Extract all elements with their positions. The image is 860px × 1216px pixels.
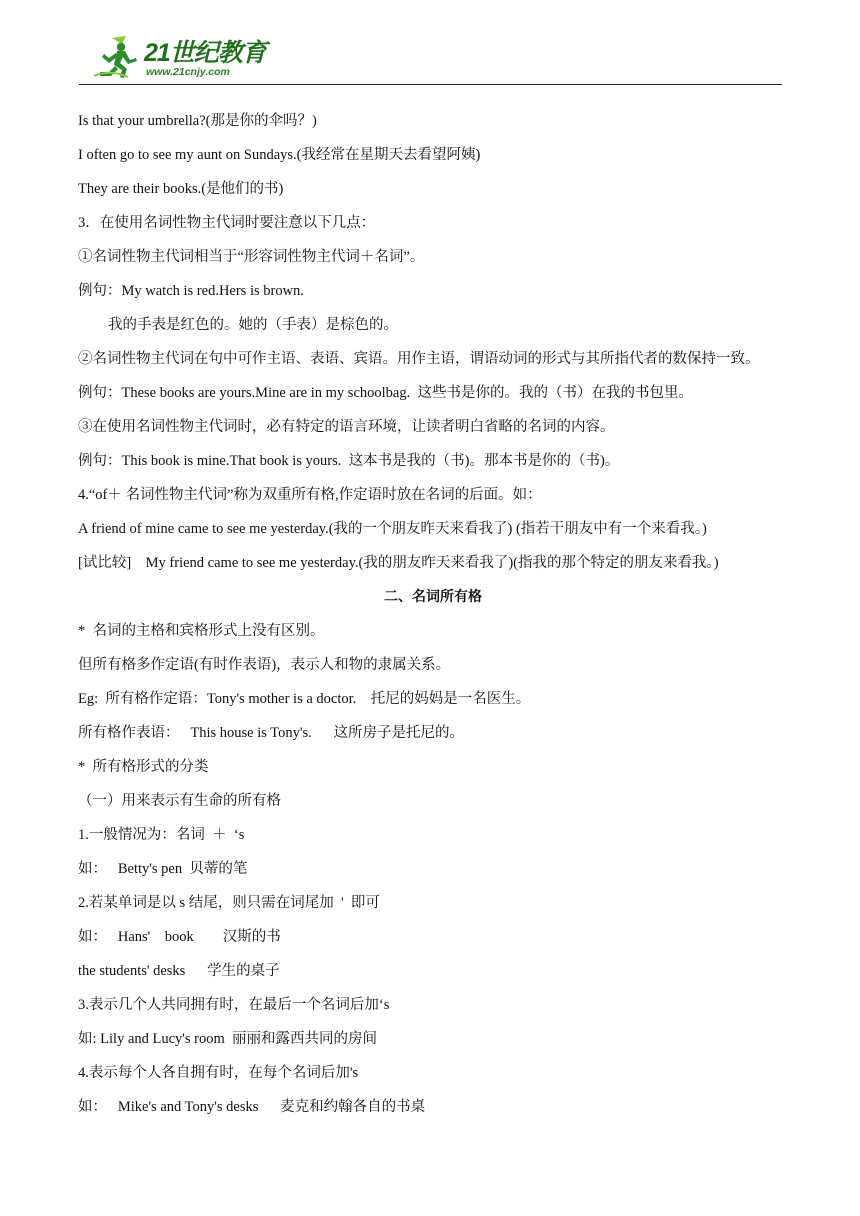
text-line: Eg: 所有格作定语：Tony's mother is a doctor. 托尼的妈妈是一名医生。 xyxy=(78,691,531,707)
page-header xyxy=(0,0,860,90)
text-line: the students' desks 学生的桌子 xyxy=(78,963,280,979)
section-heading: 二、名词所有格 xyxy=(384,589,482,605)
text-line: 例句：My watch is red.Hers is brown. xyxy=(78,283,304,299)
text-line: [试比较] My friend came to see me yesterday.(我的朋友昨天来看我了)(指我的那个特定的朋友来看我。) xyxy=(78,555,719,571)
text-line: A friend of mine came to see me yesterday.(我的一个朋友昨天来看我了) (指若干朋友中有一个来看我。) xyxy=(78,521,707,537)
logo xyxy=(92,36,272,82)
text-line: 如： Hans' book 汉斯的书 xyxy=(78,929,281,945)
text-line: 3．在使用名词性物主代词时要注意以下几点： xyxy=(78,215,376,231)
text-line: 但所有格多作定语(有时作表语)，表示人和物的隶属关系。 xyxy=(78,657,451,673)
document-body xyxy=(78,104,788,1124)
text-line: 如: Lily and Lucy's room 丽丽和露西共同的房间 xyxy=(78,1031,378,1047)
text-line: * 名词的主格和宾格形式上没有区别。 xyxy=(78,623,325,639)
text-line: 1.一般情况为：名词 ＋ ‘s xyxy=(78,827,245,843)
text-line: 我的手表是红色的。她的（手表）是棕色的。 xyxy=(108,317,398,333)
text-line: I often go to see my aunt on Sundays.(我经常在星期天去看望阿姨) xyxy=(78,147,481,163)
text-line: 3.表示几个人共同拥有时，在最后一个名词后加‘s xyxy=(78,997,390,1013)
text-line: 例句：These books are yours.Mine are in my schoolbag. 这些书是你的。我的（书）在我的书包里。 xyxy=(78,385,693,401)
text-line: 如： Betty's pen 贝蒂的笔 xyxy=(78,861,248,877)
running-figure-icon xyxy=(92,36,142,80)
text-line: ②名词性物主代词在句中可作主语、表语、宾语。用作主语，谓语动词的形式与其所指代者的数保持一致。 xyxy=(78,351,760,367)
header-divider xyxy=(79,84,782,85)
text-line: ③在使用名词性物主代词时，必有特定的语言环境，让读者明白省略的名词的内容。 xyxy=(78,419,615,435)
text-line: 例句：This book is mine.That book is yours. 这本书是我的（书)。那本书是你的（书)。 xyxy=(78,453,620,469)
text-line: （一）用来表示有生命的所有格 xyxy=(78,793,281,809)
text-line: 2.若某单词是以 s 结尾，则只需在词尾加 ' 即可 xyxy=(78,895,380,911)
text-line: Is that your umbrella?(那是你的伞吗？) xyxy=(78,113,317,129)
logo-text: 21世纪教育 xyxy=(144,39,266,67)
text-line: They are their books.(是他们的书) xyxy=(78,181,284,197)
text-line: 4.“of＋ 名词性物主代词”称为双重所有格,作定语时放在名词的后面。如： xyxy=(78,487,542,503)
text-line: 所有格作表语： This house is Tony's. 这所房子是托尼的。 xyxy=(78,725,464,741)
text-line: 4.表示每个人各自拥有时，在每个名词后加's xyxy=(78,1065,359,1081)
logo-url: www.21cnjy.com xyxy=(146,66,230,78)
text-line: 如： Mike's and Tony's desks 麦克和约翰各自的书桌 xyxy=(78,1099,426,1115)
text-line: * 所有格形式的分类 xyxy=(78,759,209,775)
text-line: ①名词性物主代词相当于“形容词性物主代词＋名词”。 xyxy=(78,249,425,265)
